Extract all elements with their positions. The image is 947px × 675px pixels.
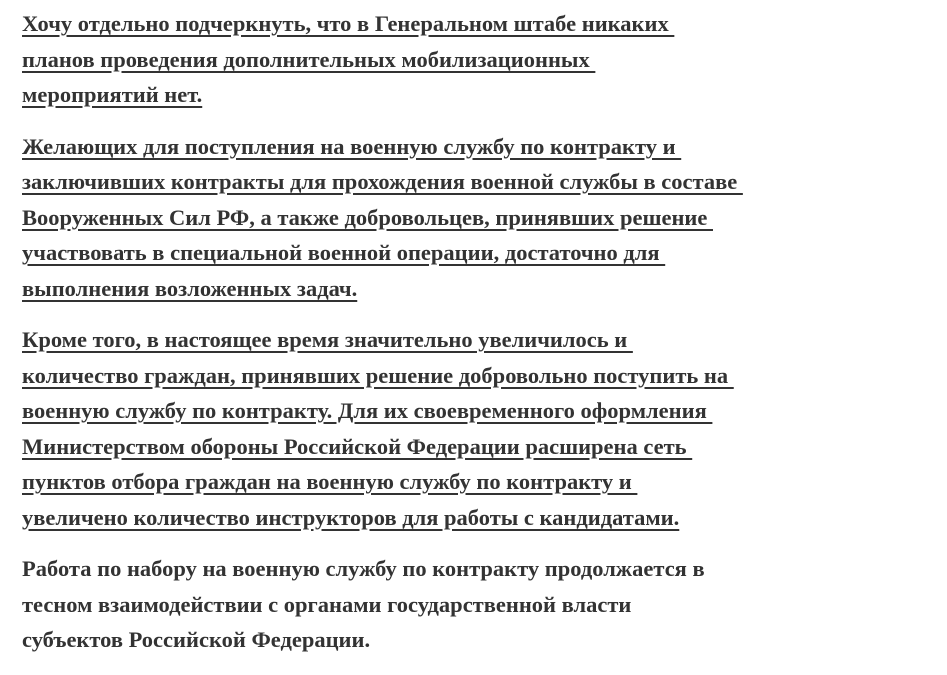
text-line: Министерством обороны Российской Федерации расширена сеть	[22, 433, 693, 459]
text-line: Хочу отдельно подчеркнуть, что в Генеральном штабе никаких	[22, 11, 675, 36]
text-line: Желающих для поступления на военную службу по контракту и	[22, 133, 682, 159]
text-line: участвовать в специальной военной операции, достаточно для	[22, 240, 666, 265]
text-line: Кроме того, в настоящее время значительно увеличилось и	[22, 327, 633, 352]
text-line: субъектов Российской Федерации.	[22, 627, 371, 652]
paragraph-contract-volunteers	[22, 129, 922, 307]
paragraph-mobilization-statement	[22, 6, 922, 113]
text-line: выполнения возложенных задач.	[22, 275, 358, 301]
text-line: планов проведения дополнительных мобилизационных	[22, 46, 596, 72]
paragraph-cooperation	[22, 551, 922, 658]
text-line: военную службу по контракту. Для их своевременного оформления	[22, 398, 713, 423]
text-line: увеличено количество инструкторов для работы с кандидатами.	[22, 504, 680, 530]
text-line: заключивших контракты для прохождения военной службы в составе	[22, 169, 743, 194]
text-line: тесном взаимодействии с органами государственной власти	[22, 591, 632, 617]
paragraph-recruitment-points	[22, 322, 922, 535]
text-line: мероприятий нет.	[22, 82, 203, 107]
text-line: Работа по набору на военную службу по контракту продолжается в	[22, 556, 705, 581]
text-line: количество граждан, принявших решение добровольно поступить на	[22, 362, 734, 388]
article-body	[22, 6, 922, 674]
text-line: пунктов отбора граждан на военную службу по контракту и	[22, 469, 638, 494]
text-line: Вооруженных Сил РФ, а также добровольцев, принявших решение	[22, 204, 713, 230]
